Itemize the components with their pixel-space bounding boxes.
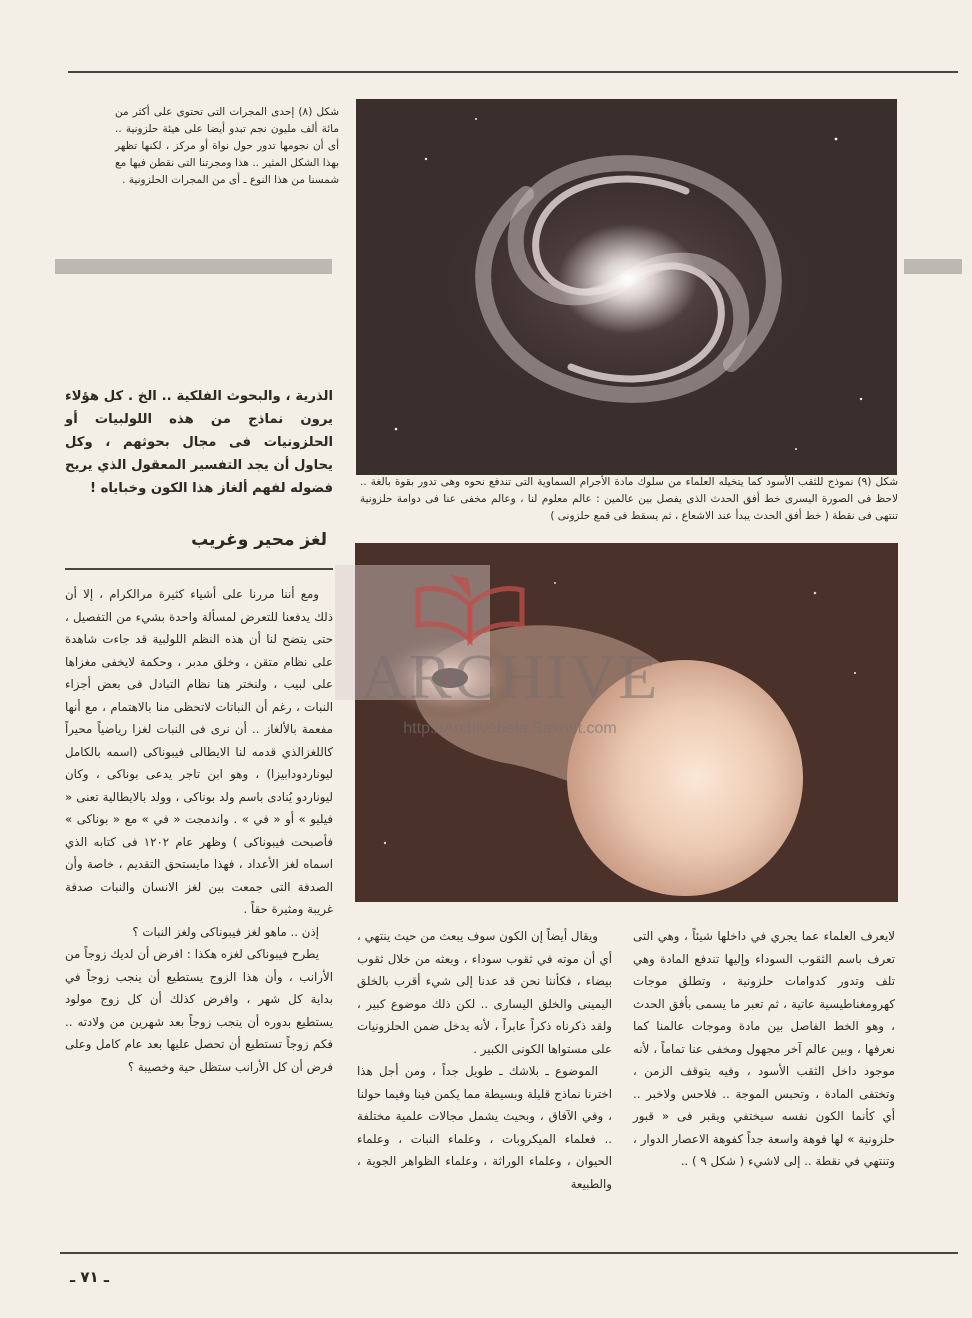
section-heading: لغز محير وغريب xyxy=(191,530,327,550)
section-body xyxy=(65,583,333,1078)
heading-underline xyxy=(65,568,333,570)
paragraph: يطرح فيبوناكى لغزه هكذا : افرض أن لديك زوجاً من الأرانب ، وأن هذا الزوج يستطيع أن ينجب زوجاً في بداية كل شهر ، وافرض كذلك أن كل زوج مولود يستطيع بدوره أن ينجب زوجاً بعد شهرين من ولادته .. فكم زوجاً تستطيع أن تحصل عليها بعد عام كامل وعلى فرض أن كل الأرانب ستظل حية وخصيبة ؟ xyxy=(65,947,333,1074)
top-rule xyxy=(68,71,958,73)
right-column: لايعرف العلماء عما يجري في داخلها شيئاً ، وهي التى تعرف باسم الثقوب السوداء وإليها تندفع المادة وهي تلف وتدور كدوامات حلزونية ، وتطلق موجات كهرومغناطيسية عاتية ، ثم تعبر ما يسمى بأفق الحدث ، وهو الخط الفاصل بين مادة وموجات عالمنا كما نعرفها ، وبين عالم آخر مجهول ومخفى عنا تماماً ، لأنه موجود داخل الثقب الأسود ، وفيه يتوقف الزمن ، وتختفى المادة ، وتحبس الموجة .. فلاحس ولاخبر .. أي كأنما الكون نفسه سيختفي ويقبر فى « قبور حلزونية » لها فوهة واسعة جداً كفوهة الاعصار الدوار ، وتنتهي في نقطة .. إلى لاشيء ( شكل ٩ ) .. xyxy=(633,929,895,1168)
paragraph: ومع أننا مررنا على أشياء كثيرة مرالكرام ، إلا أن ذلك يدفعنا للتعرض لمسألة واحدة بشيء من التفصيل ، حتى يتضح لنا أن هذه النظم اللولبية قد جاءت شاهدة على نظام متقن ، وخلق مدبر ، وحكمة لايخفى مغزاها على لبيب ، ولنختر هنا نظام التبادل فى بعض أجزاء النبات ، رغم أن النباتات لاتحظى منا بالاهتمام ، مع أنها مفعمة بالألغاز .. أن نرى فى النبات لغزا رياضياً محيراً كاللغزالذي قدمه لنا الايطالى فيبوناكى (اسمه بالكامل ليوناردودابيزا) ، وهو ابن تاجر يدعى بوناكى ، وكان ليوناردو يُنادى باسم ولد بوناكى ، وولد بالايطالية تعنى « فيليو » أو « في » . واندمجت « في » مع « بوناكى » فأصبحت فيبوناكى ) وظهر عام ١٢٠٢ فى كتابه الذي اسماه لغز الأعداد ، فهذا مايستحق التقديم ، خاصة وأن الصدفة التى جمعت بين لغز الانسان والنبات صدفة غريبة ومثيرة حقاً . xyxy=(65,587,333,916)
margin-separator-bar xyxy=(904,259,962,274)
paragraph: الموضوع ـ بلاشك ـ طويل جداً ، ومن أجل هذا اخترنا نماذج قليلة وبسيطة مما يكمن فينا وفيما حولنا ، وفي الآفاق ، وبحيث يشمل مجالات علمية مختلفة .. فعلماء الميكروبات ، وعلماء النبات ، وعلماء الحيوان ، وعلماء الوراثة ، وعلماء الظواهر الجوية ، والطبيعة xyxy=(357,1064,612,1191)
watermark-url: http://Archivebeta.Sakhrit.com xyxy=(403,720,617,737)
figure-9-caption: شكل (٩) نموذج للثقب الأسود كما يتخيله العلماء من سلوك مادة الأجرام السماوية التى تندفع نحوه وهى تدور بقوة بالغة .. لاحظ فى الصورة اليسرى خط أفق الحدث الذى يفصل بين عالمين : عالم معلوم لنا ، وعالم مخفى عنا فى دوامة حلزونية تنتهى فى نقطة ( خط أفق الحدث يبدأ عند الاشعاع ، ثم يسقط فى قمع حلزونى ) xyxy=(360,476,898,522)
middle-column xyxy=(357,925,612,1195)
caption-separator-bar xyxy=(55,259,332,274)
intro-bold-paragraph: الذرية ، والبحوث الفلكية .. الخ . كل هؤلاء يرون نماذج من هذه اللولبيات أو الحلزونيات فى مجال بحوثهم ، وكل يحاول أن يجد التفسير المعقول الذي يريح فضوله لفهم ألغاز هذا الكون وخباياه ! xyxy=(65,389,333,496)
paragraph: ويقال أيضاً إن الكون سوف يبعث من حيث ينتهي ، أي أن موته في ثقوب سوداء ، وبعثه من خلال ثقوب بيضاء ، فكأننا نحن قد عدنا إلى شيء أقرب بالخلق اليمينى والخلق اليسارى .. لكن ذلك موضوع كبير ، ولقد ذكرناه ذكراً عابراً ، لأنه يدخل ضمن الحلزونيات على مستواها الكونى الكبير . xyxy=(357,929,612,1056)
watermark-title: ARCHIVE xyxy=(360,641,660,712)
figure-8-caption: شكل (٨) إحدى المجرات التى تحتوى على أكثر من مائة ألف مليون نجم تبدو أيضا على هيئة حلزونية .. أى أن نجومها تدور حول نواة أو مركز ، لكنها تظهر بهذا الشكل المثير .. هذا ومجرتنا التى نقطن فيها مع شمسنا من هذا النوع ـ أى من المجرات الحلزونية . xyxy=(115,106,340,186)
page-number: ـ ٧١ ـ xyxy=(70,1268,110,1286)
open-book-icon xyxy=(410,570,530,650)
archive-watermark xyxy=(330,560,690,750)
bottom-rule xyxy=(60,1252,958,1254)
spiral-galaxy-photo xyxy=(356,99,897,475)
paragraph: إذن .. ماهو لغز فيبوناكى ولغز النبات ؟ xyxy=(132,924,319,939)
